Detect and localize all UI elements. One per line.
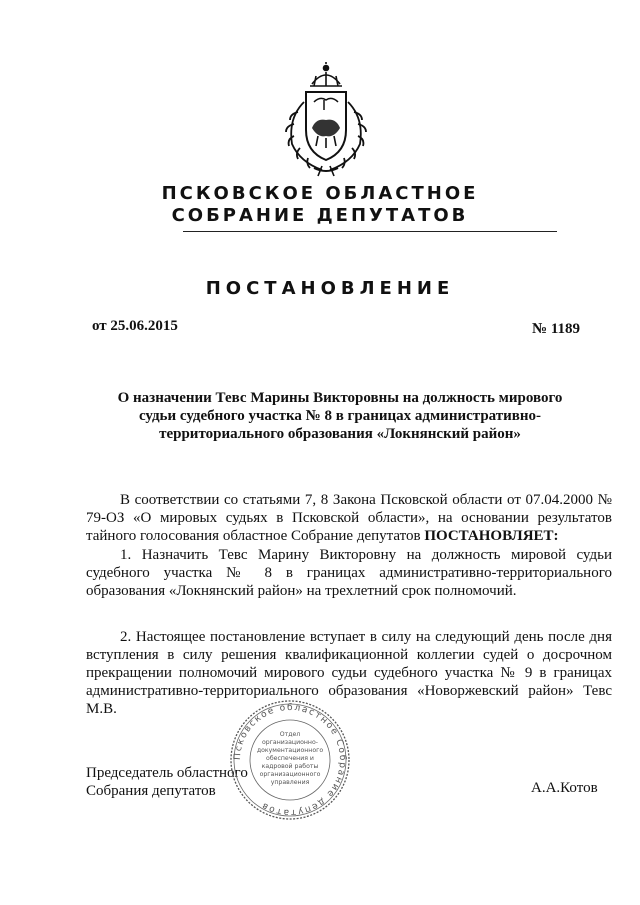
document-date: от 25.06.2015 (92, 318, 178, 334)
coat-of-arms-icon (278, 62, 374, 178)
resolution-item-1 (86, 546, 612, 600)
stamp-line: Отдел (279, 731, 301, 738)
stamp-line: обеспечения и (266, 755, 314, 762)
signatory-title-line-1: Председатель областного (86, 765, 248, 781)
signatory-title-line-2: Собрания депутатов (86, 783, 216, 799)
stamp-line: организационно- (261, 739, 319, 746)
document-type-title: ПОСТАНОВЛЕНИЕ (205, 278, 455, 299)
resolves-keyword: ПОСТАНОВЛЯЕТ: (424, 528, 559, 544)
official-stamp-icon (228, 698, 352, 822)
header-divider (183, 231, 557, 232)
document-subject: О назначении Тевс Марины Викторовны на должность мирового судьи судебного участка № 8 в границах административно-территориального образования «Локнянский район» (117, 390, 563, 442)
org-name-line-1: ПСКОВСКОЕ ОБЛАСТНОЕ (161, 183, 479, 204)
stamp-line: организационного (259, 771, 321, 778)
item-2-text: 2. Настоящее постановление вступает в силу на следующий день после дня вступления в силу решения квалификационной коллегии судей о досрочном прекращении полномочий мирового судьи судебного участка № 9 в границах административно-территориального образования «Новоржевский район» Тевс М.В. (86, 629, 612, 717)
intro-text: В соответствии со статьями 7, 8 Закона Псковской области от 07.04.2000 № 79-ОЗ «О мировых судьях в Псковской области», на основании результатов тайного голосования областное Собрание депутатов (86, 492, 612, 544)
signatory-name: А.А.Котов (531, 780, 598, 796)
signatory-title (86, 764, 248, 800)
stamp-line: кадровой работы (261, 763, 319, 770)
document-number: № 1189 (532, 321, 580, 337)
org-name-line-2: СОБРАНИЕ ДЕПУТАТОВ (171, 205, 469, 226)
stamp-line: управления (270, 779, 310, 786)
item-1-text: 1. Назначить Тевс Марину Викторовну на должность мировой судьи судебного участка № 8 в границах административно-территориального образования «Локнянский район» на трехлетний срок полномочий. (86, 547, 612, 599)
intro-paragraph (86, 491, 612, 545)
stamp-line: документационного (256, 747, 324, 754)
stamp-ring-text: Псковское областное Собрание депутатов (232, 702, 348, 818)
